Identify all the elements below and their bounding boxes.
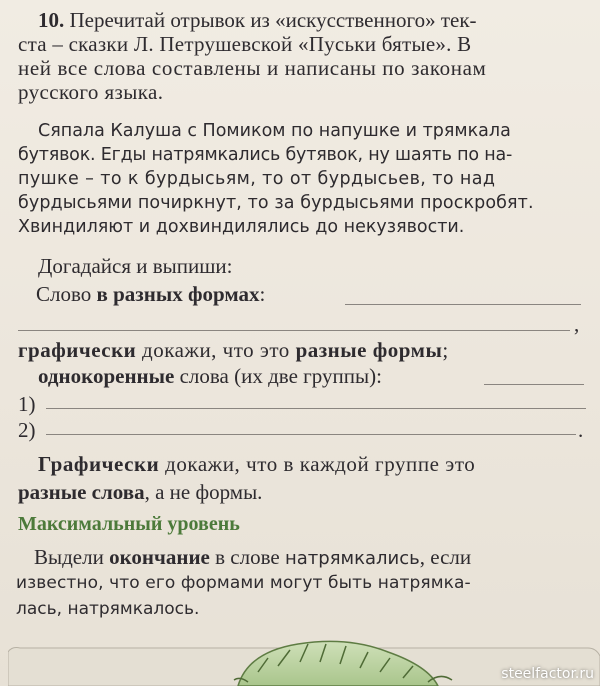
graph-mid: докажи, что это — [136, 338, 296, 362]
item-2-period: . — [578, 418, 584, 442]
max-line-1 — [34, 545, 471, 571]
answer-line-roots[interactable] — [484, 384, 584, 385]
answer-line-item-1[interactable] — [46, 408, 586, 409]
excerpt-line-5: Хвиндиляют и дохвиндилялись до некузявости. — [18, 217, 465, 237]
graph2-line — [38, 452, 475, 476]
graph2b-line — [18, 480, 262, 504]
task-line-1 — [38, 8, 477, 32]
answer-line-forms[interactable] — [345, 304, 581, 305]
task-line-4: русского языка. — [18, 80, 164, 104]
forms-pre: Слово — [36, 282, 97, 306]
max-word: натрямкались — [284, 548, 420, 569]
roots-line — [38, 364, 382, 388]
forms-bold: в разных формах — [96, 282, 260, 306]
task-line-2: ста – сказки Л. Петрушевской «Пуськи бятые». В — [18, 32, 472, 56]
excerpt-line-3: пушке – то к бурдысьям, то от бурдысьев, то над — [18, 169, 496, 189]
item-1-label: 1) — [18, 392, 36, 416]
task-number: 10. — [38, 8, 65, 32]
comma: , — [574, 312, 580, 336]
task-text-1: Перечитай отрывок из «искусственного» тек- — [69, 8, 477, 32]
answer-line-item-2[interactable] — [46, 434, 576, 435]
graph2b-rest: , а не формы. — [144, 480, 263, 504]
max-mid: в слове — [209, 545, 285, 569]
level-heading: Максимальный уровень — [18, 513, 240, 535]
roots-bold: однокоренные — [38, 364, 175, 388]
graph-bold-1: графически — [18, 338, 137, 362]
graph-end: ; — [442, 338, 449, 362]
roots-rest: слова (их две группы): — [174, 364, 382, 388]
max-line-3: лась, натрямкалось. — [16, 599, 200, 619]
graph2b-bold: разные слова — [18, 480, 145, 504]
max-bold-ending: окончание — [109, 545, 210, 569]
prompt-text: Догадайся и выпиши: — [38, 254, 233, 278]
max-line-2: известно, что его формами могут быть натрямка- — [16, 573, 471, 593]
answer-line-forms-2[interactable] — [18, 330, 570, 331]
max-end: , если — [419, 545, 472, 569]
graph-bold-2: разные формы — [295, 338, 443, 362]
excerpt-line-4: бурдысьями почиркнут, то за бурдысьями проскробят. — [18, 193, 534, 213]
graph2-rest: докажи, что в каждой группе это — [159, 452, 476, 476]
excerpt-line-1: Сяпала Калуша с Помиком по напушке и трямкала — [38, 121, 511, 141]
graph-line — [18, 338, 449, 362]
excerpt-line-2: бутявок. Егды натрямкались бутявок, ну шаять по на- — [18, 145, 513, 165]
item-2-label: 2) — [18, 418, 36, 442]
forms-colon: : — [259, 282, 266, 306]
max-pre: Выдели — [34, 545, 110, 569]
task-line-3: ней все слова составлены и написаны по законам — [18, 56, 487, 80]
watermark: steelfactor.ru — [501, 666, 594, 682]
forms-line — [36, 282, 265, 306]
graph2-bold: Графически — [38, 452, 160, 476]
